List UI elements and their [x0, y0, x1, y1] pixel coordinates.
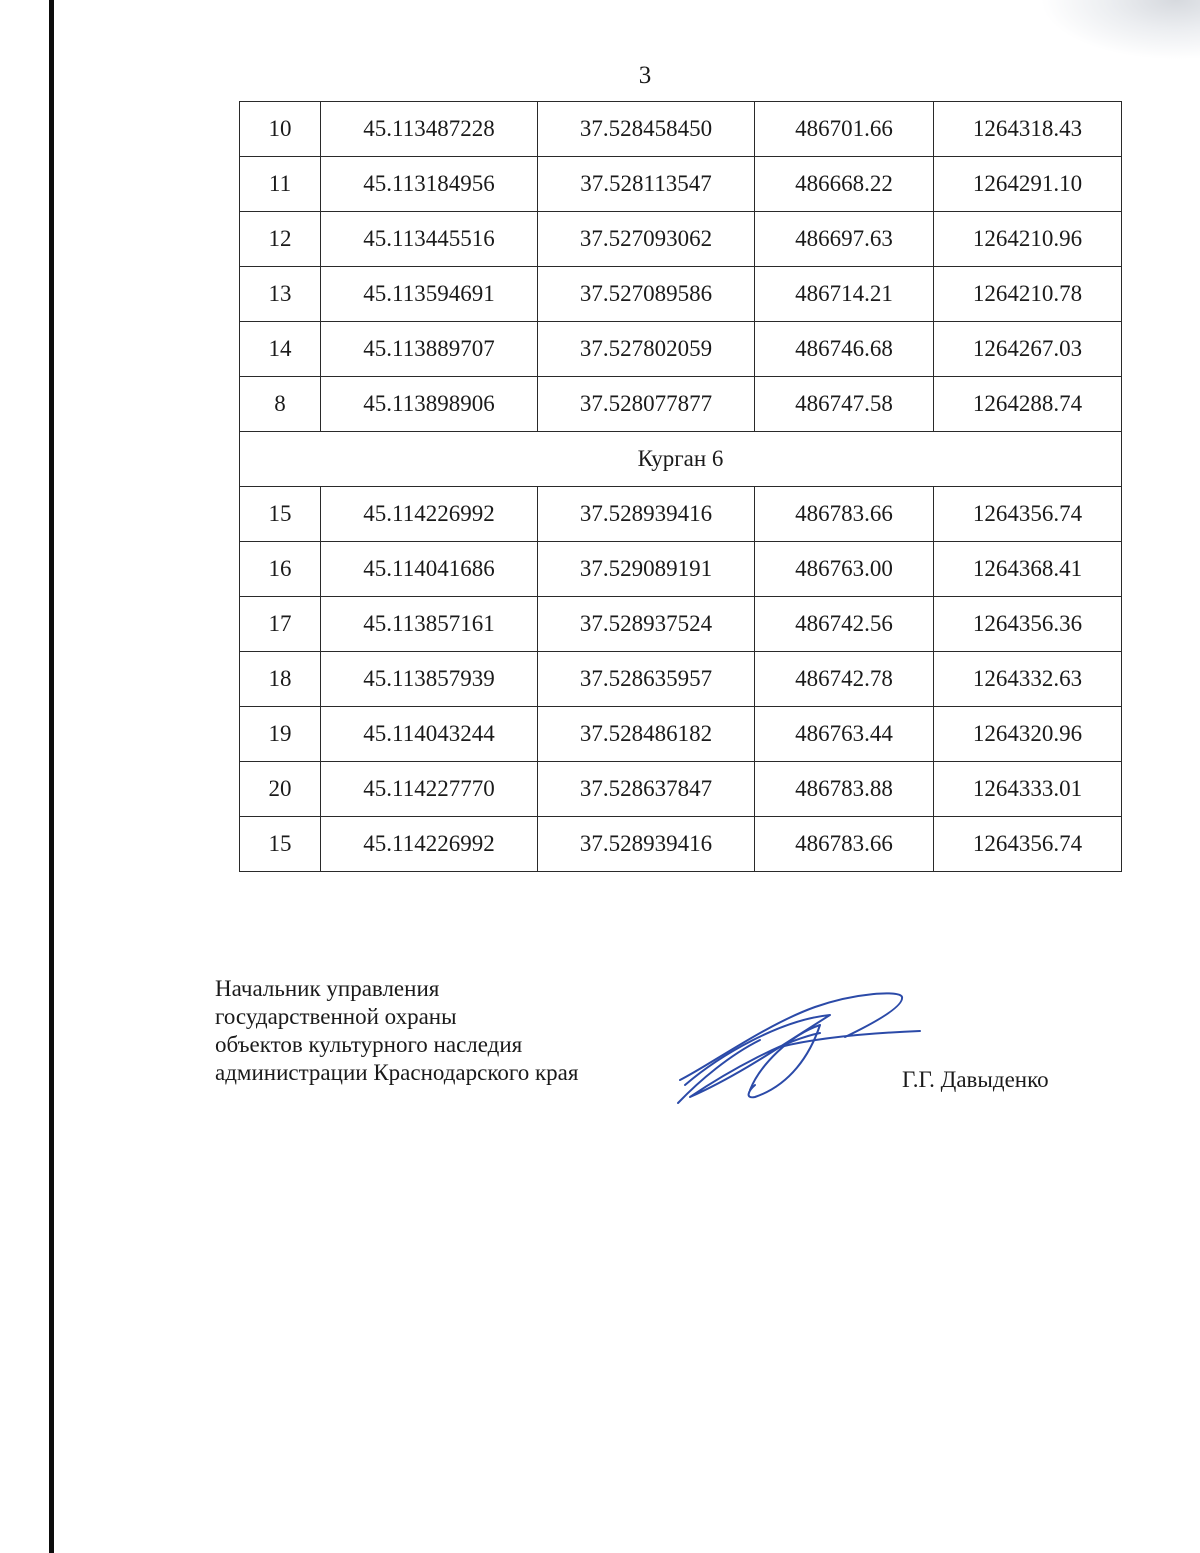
table-row: [240, 652, 1122, 707]
table-row: [240, 322, 1122, 377]
latitude-cell: 45.114226992: [321, 487, 538, 542]
table-row: [240, 597, 1122, 652]
longitude-cell: 37.527089586: [538, 267, 755, 322]
latitude-cell: 45.113898906: [321, 377, 538, 432]
section-title: Курган 6: [240, 432, 1122, 487]
x-coordinate-cell: 486668.22: [755, 157, 934, 212]
latitude-cell: 45.114227770: [321, 762, 538, 817]
latitude-cell: 45.113857939: [321, 652, 538, 707]
signer-name: Г.Г. Давыденко: [902, 1067, 1049, 1092]
longitude-cell: 37.528458450: [538, 102, 755, 157]
x-coordinate-cell: 486783.66: [755, 817, 934, 872]
table-row: [240, 102, 1122, 157]
latitude-cell: 45.114226992: [321, 817, 538, 872]
longitude-cell: 37.527802059: [538, 322, 755, 377]
point-number: 20: [240, 762, 321, 817]
longitude-cell: 37.528939416: [538, 817, 755, 872]
x-coordinate-cell: 486714.21: [755, 267, 934, 322]
y-coordinate-cell: 1264210.96: [934, 212, 1122, 267]
longitude-cell: 37.528937524: [538, 597, 755, 652]
section-header-row: [240, 432, 1122, 487]
longitude-cell: 37.528637847: [538, 762, 755, 817]
point-number: 19: [240, 707, 321, 762]
y-coordinate-cell: 1264318.43: [934, 102, 1122, 157]
point-number: 16: [240, 542, 321, 597]
x-coordinate-cell: 486742.56: [755, 597, 934, 652]
signatory-title-line: государственной охраны: [215, 1004, 457, 1029]
point-number: 13: [240, 267, 321, 322]
y-coordinate-cell: 1264333.01: [934, 762, 1122, 817]
point-number: 17: [240, 597, 321, 652]
latitude-cell: 45.113487228: [321, 102, 538, 157]
x-coordinate-cell: 486747.58: [755, 377, 934, 432]
table-row: [240, 542, 1122, 597]
point-number: 8: [240, 377, 321, 432]
scan-corner-shadow: [1040, 0, 1200, 60]
handwritten-signature: [670, 985, 930, 1115]
longitude-cell: 37.529089191: [538, 542, 755, 597]
latitude-cell: 45.114041686: [321, 542, 538, 597]
latitude-cell: 45.113445516: [321, 212, 538, 267]
x-coordinate-cell: 486763.00: [755, 542, 934, 597]
longitude-cell: 37.528486182: [538, 707, 755, 762]
latitude-cell: 45.113594691: [321, 267, 538, 322]
latitude-cell: 45.114043244: [321, 707, 538, 762]
y-coordinate-cell: 1264356.36: [934, 597, 1122, 652]
coordinates-table: [239, 101, 1122, 872]
x-coordinate-cell: 486783.88: [755, 762, 934, 817]
x-coordinate-cell: 486701.66: [755, 102, 934, 157]
longitude-cell: 37.528939416: [538, 487, 755, 542]
table-row: [240, 707, 1122, 762]
point-number: 10: [240, 102, 321, 157]
longitude-cell: 37.528077877: [538, 377, 755, 432]
y-coordinate-cell: 1264291.10: [934, 157, 1122, 212]
x-coordinate-cell: 486783.66: [755, 487, 934, 542]
y-coordinate-cell: 1264210.78: [934, 267, 1122, 322]
table-row: [240, 762, 1122, 817]
signatory-title-line: администрации Краснодарского края: [215, 1060, 579, 1085]
longitude-cell: 37.527093062: [538, 212, 755, 267]
x-coordinate-cell: 486697.63: [755, 212, 934, 267]
latitude-cell: 45.113184956: [321, 157, 538, 212]
latitude-cell: 45.113889707: [321, 322, 538, 377]
scan-edge-bar: [49, 0, 54, 1553]
y-coordinate-cell: 1264356.74: [934, 487, 1122, 542]
x-coordinate-cell: 486763.44: [755, 707, 934, 762]
table-row: [240, 157, 1122, 212]
signatory-title-line: Начальник управления: [215, 976, 440, 1001]
longitude-cell: 37.528635957: [538, 652, 755, 707]
point-number: 15: [240, 817, 321, 872]
point-number: 14: [240, 322, 321, 377]
y-coordinate-cell: 1264368.41: [934, 542, 1122, 597]
y-coordinate-cell: 1264288.74: [934, 377, 1122, 432]
y-coordinate-cell: 1264320.96: [934, 707, 1122, 762]
y-coordinate-cell: 1264332.63: [934, 652, 1122, 707]
signatory-title-line: объектов культурного наследия: [215, 1032, 523, 1057]
y-coordinate-cell: 1264267.03: [934, 322, 1122, 377]
table-row: [240, 817, 1122, 872]
signatory-title: [215, 975, 578, 1087]
x-coordinate-cell: 486742.78: [755, 652, 934, 707]
table-row: [240, 212, 1122, 267]
table-row: [240, 377, 1122, 432]
table-row: [240, 267, 1122, 322]
longitude-cell: 37.528113547: [538, 157, 755, 212]
point-number: 12: [240, 212, 321, 267]
point-number: 15: [240, 487, 321, 542]
point-number: 18: [240, 652, 321, 707]
latitude-cell: 45.113857161: [321, 597, 538, 652]
point-number: 11: [240, 157, 321, 212]
page-number: 3: [638, 62, 652, 89]
table-row: [240, 487, 1122, 542]
x-coordinate-cell: 486746.68: [755, 322, 934, 377]
y-coordinate-cell: 1264356.74: [934, 817, 1122, 872]
